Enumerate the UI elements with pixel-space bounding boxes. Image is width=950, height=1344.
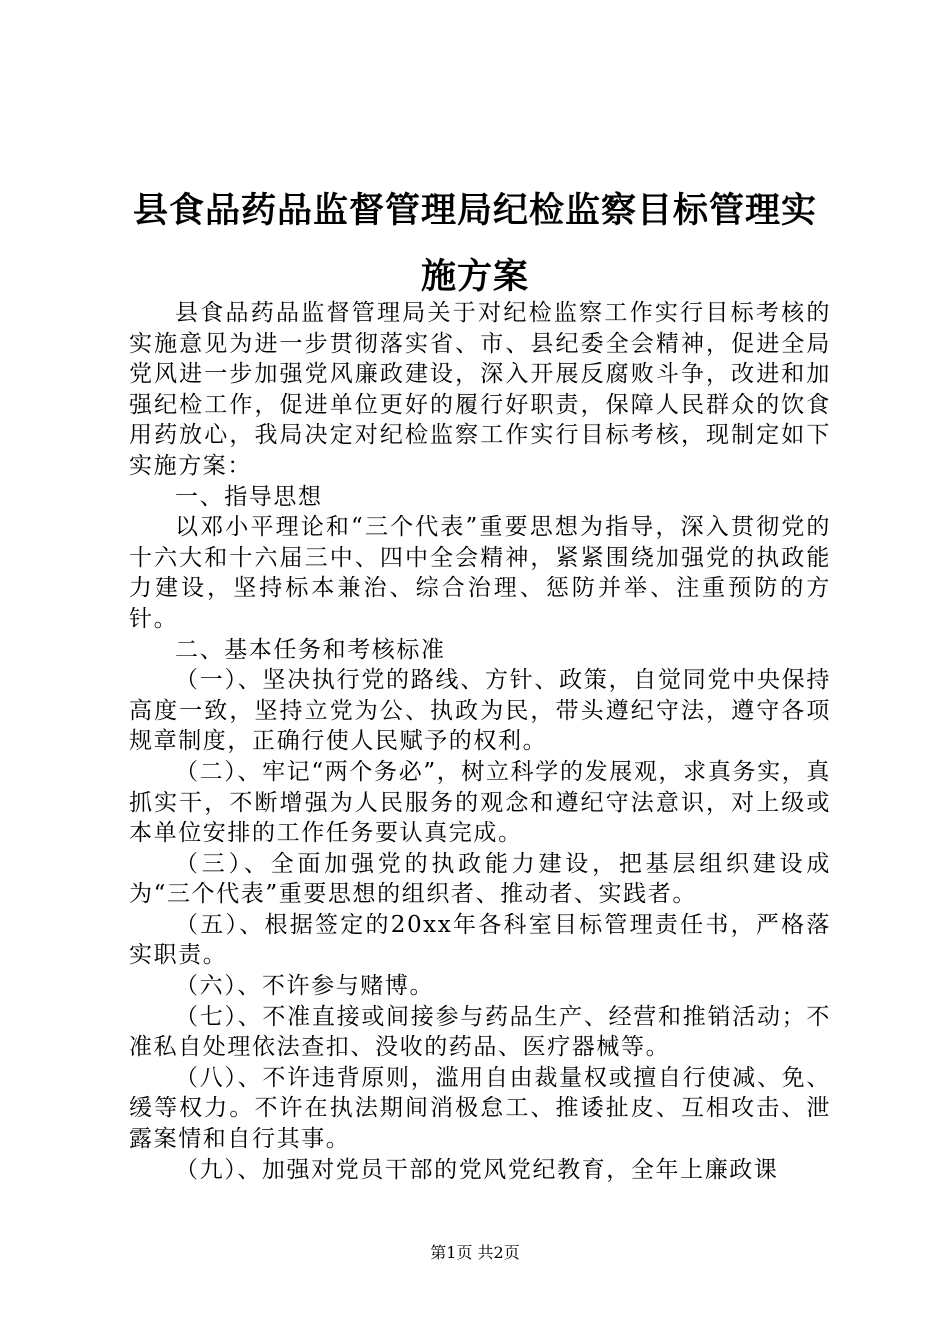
paragraph-intro: 县食品药品监督管理局关于对纪检监察工作实行目标考核的实施意见为进一步贯彻落实省、市、县纪委全会精神，促进全局党风进一步加强党风廉政建设，深入开展反腐败斗争，改进和加强纪检工作，促进单位更好的履行好职责，保障人民群众的饮食用药放心，我局决定对纪检监察工作实行目标考核，现制定如下实施方案： (129, 300, 831, 479)
paragraph-item-9: （九）、加强对党员干部的党风党纪教育，全年上廉政课 (175, 1156, 779, 1183)
heading-guiding-ideology: 一、指导思想 (175, 483, 323, 510)
page-footer: 第1页 共2页 (430, 1243, 520, 1262)
document-body (129, 298, 831, 1185)
document-title: 县食品药品监督管理局纪检监察目标管理实施方案 (132, 190, 817, 297)
paragraph-item-2: （二）、牢记“两个务必”，树立科学的发展观，求真务实，真抓实干，不断增强为人民服务的观念和遵纪守法意识，对上级或本单位安排的工作任务要认真完成。 (129, 758, 831, 847)
paragraph-guiding-ideology: 以邓小平理论和“三个代表”重要思想为指导，深入贯彻党的十六大和十六届三中、四中全会精神，紧紧围绕加强党的执政能力建设，坚持标本兼治、综合治理、惩防并举、注重预防的方针。 (129, 514, 831, 632)
paragraph-item-3: （三）、全面加强党的执政能力建设，把基层组织建设成为“三个代表”重要思想的组织者、推动者、实践者。 (129, 850, 831, 908)
paragraph-item-8: （八）、不许违背原则，滥用自由裁量权或擅自行使减、免、缓等权力。不许在执法期间消极怠工、推诿扯皮、互相攻击、泄露案情和自行其事。 (129, 1064, 831, 1153)
paragraph-item-6: （六）、不许参与赌博。 (175, 973, 435, 1000)
paragraph-item-7: （七）、不准直接或间接参与药品生产、经营和推销活动；不准私自处理依法查扣、没收的药品、医疗器械等。 (129, 1003, 831, 1061)
heading-basic-tasks: 二、基本任务和考核标准 (175, 636, 446, 663)
paragraph-item-1: （一）、坚决执行党的路线、方针、政策，自觉同党中央保持高度一致，坚持立党为公、执政为民，带头遵纪守法，遵守各项规章制度，正确行使人民赋予的权利。 (129, 667, 831, 755)
paragraph-item-5: （五）、根据签定的20xx年各科室目标管理责任书，严格落实职责。 (129, 911, 831, 969)
